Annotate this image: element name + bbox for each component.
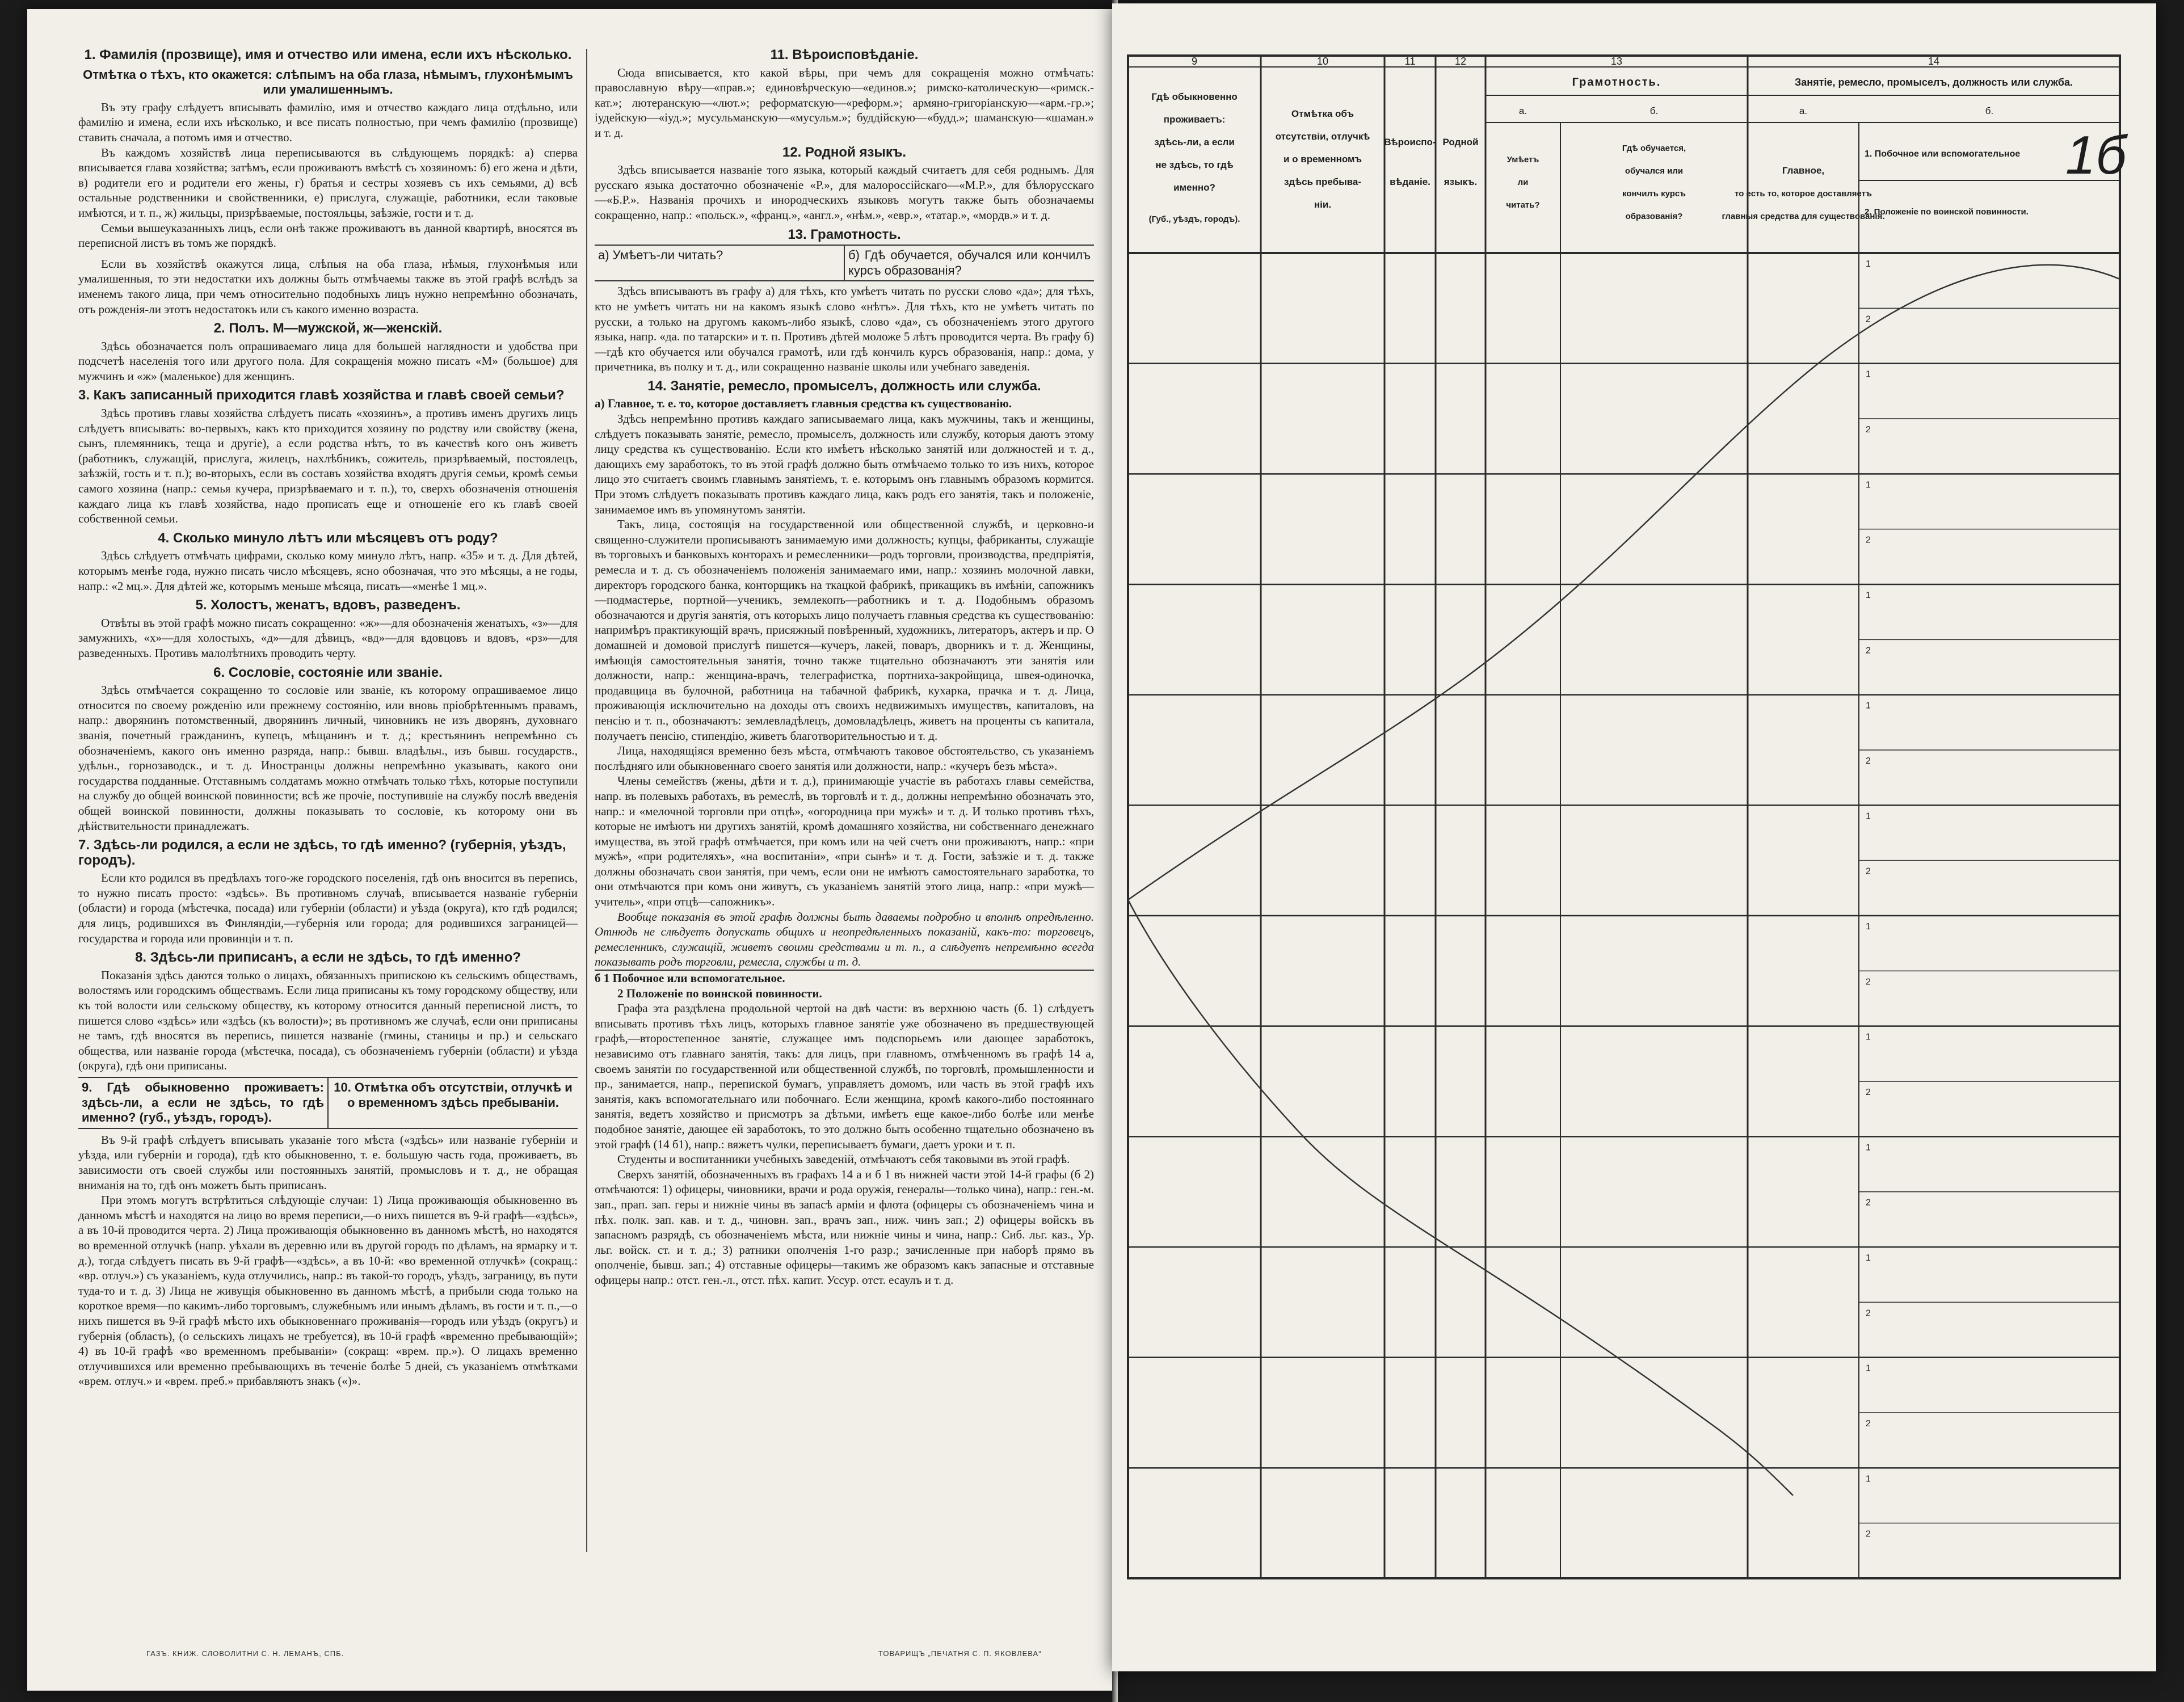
q13b-label: б) Гдѣ обучается, обучался или кончилъ курсъ образованія? [844, 246, 1094, 280]
row-sub-label: 1 [1866, 1253, 1871, 1263]
h11-line: Вѣроиспо- [1384, 137, 1436, 148]
column-divider [586, 49, 587, 1552]
q9-q10-split-heading [78, 1077, 578, 1129]
h10-line: и о временномъ [1283, 154, 1362, 165]
h9-line: не здѣсь, то гдѣ [1155, 159, 1234, 170]
q1-title: 1. Фамилія (прозвище), имя и отчество или имена, если ихъ нѣсколько. [84, 47, 572, 62]
row-sub-label: 2 [1866, 314, 1871, 325]
h13a-letter: а. [1518, 106, 1527, 116]
q1-paragraph: Семьи вышеуказанныхъ лицъ, если онѣ также проживаютъ въ данной квартирѣ, вносятся въ переписной листъ въ томъ же порядкѣ. [78, 221, 578, 250]
printer-imprint-right: ТОВАРИЩЪ „ПЕЧАТНЯ С. П. ЯКОВЛЕВА“ [878, 1649, 1042, 1658]
row-sub-label: 2 [1866, 535, 1871, 545]
h14a-letter: а. [1799, 106, 1808, 116]
h14a-line: главныя средства для существованія. [1722, 212, 1885, 221]
q14-paragraph: Вообще показанія въ этой графѣ должны быть даваемы подробно и вполнѣ опредѣленно. Отнюдь не слѣдуетъ допускать общихъ и неопредѣленныхъ показаній, какъ-то: торговецъ, ремесленникъ, служащій, живетъ своими средствами и т. п., а слѣдуетъ непремѣнно всегда показывать родъ торговли, ремесла, службы и т. д. [595, 909, 1094, 969]
q2-title: 2. Полъ. М—мужской, ж—женскій. [213, 321, 443, 336]
q13-paragraph: Здѣсь вписываютъ въ графу а) для тѣхъ, кто умѣетъ читать по русски слово «да»; для тѣхъ, кто не умѣетъ читать ни на какомъ языкѣ слово «нѣтъ». Для тѣхъ, кто не умѣетъ читать по русски, а только на другомъ какомъ-либо языкѣ, слово «да», съ обозначеніемъ этого другого языка, напр. «да. по татарски» и т. п. Противъ дѣтей моложе 5 лѣтъ проводится черта. Въ графу б)—гдѣ кто обучается или обучался грамотѣ, или гдѣ кончилъ курсъ образованія, напр.: дома, у причетника, въ полку и т. д., или сокращенно названіе школы или учебнаго заведенія. [595, 284, 1094, 374]
q14-title: 14. Занятіе, ремесло, промыселъ, должность или служба. [647, 378, 1041, 394]
q12-paragraph: Здѣсь вписывается названіе того языка, который каждый считаетъ для себя роднымъ. Для русскаго языка достаточно обозначеніе «Р.», для малороссійскаго—«М.Р.», для бѣлорусскаго—«Б.Р.». Названія прочихъ и инородческихъ языковъ могутъ также быть обозначаемы сокращенно, напр.: «польск.», «франц.», «англ.», «нѣм.», «евр.», «татар.», «мордв.» и т. д. [595, 163, 1094, 222]
q4-title: 4. Сколько минуло лѣтъ или мѣсяцевъ отъ роду? [158, 530, 498, 546]
q13-title: 13. Грамотность. [788, 226, 901, 242]
q4-paragraph: Здѣсь слѣдуетъ отмѣчать цифрами, сколько кому минуло лѣтъ, напр. «35» и т. д. Для дѣтей, которымъ менѣе года, нужно писать число мѣсяцевъ, ясно обозначая, что это мѣсяцы, а не годы, напр.: «2 мц.». Для дѣтей же, которымъ меньше мѣсяца, писать—«менѣе 1 мц.». [78, 549, 578, 593]
q14-paragraph: Здѣсь непремѣнно противъ каждаго записываемаго лица, какъ мужчины, такъ и женщины, слѣдуетъ показывать занятіе, ремесло, промыселъ, должность или службу, которыя даютъ этому лицу средства къ существованію. Если кто имѣетъ нѣсколько занятій или должностей и т. д., дающихъ ему заработокъ, то въ этой графѣ должно быть отмѣчаемо только то изъ нихъ, которое лицо это считаетъ своимъ главнымъ занятіемъ, т. е. которымъ онъ главнымъ образомъ кормится. При этомъ слѣдуетъ показывать противъ каждаго лица, какъ родъ его занятія, такъ и положеніе, занимаемое имъ въ упомянутомъ занятіи. [595, 412, 1094, 516]
row-sub-label: 1 [1866, 1032, 1871, 1042]
q2-paragraph: Здѣсь обозначается полъ опрашиваемаго лица для большей наглядности и удобства при подсчетѣ населенія того или другого пола. Для сокращенія можно писать «М» (большое) для мужчинъ и «ж» (маленькое) для женщинъ. [78, 339, 578, 383]
q7-paragraph: Если кто родился въ предѣлахъ того-же городского поселенія, гдѣ онъ вносится въ перепись, то нужно писать просто: «здѣсь». Въ противномъ случаѣ, вписывается названіе губерніи (области) и города (мѣстечка, посада) или губерніи (области) и уѣзда (округа), кто гдѣ родился; для лицъ, родившихся въ Финляндіи,—губернія или города; для родившихся заграницей—государства и города или провинціи и т. п. [78, 871, 578, 945]
h13b-line: образованія? [1625, 212, 1683, 221]
h13b-letter: б. [1649, 106, 1659, 116]
row-sub-label: 2 [1866, 1419, 1871, 1429]
q12-title: 12. Родной языкъ. [782, 144, 907, 160]
q11-paragraph: Сюда вписывается, кто какой вѣры, при чемъ для сокращенія можно отмѣчать: православную вѣру—«прав.»; единовѣрческую—«единов.»; римско-католическую—«римск.-кат.»; лютеранскую—«лют.»; реформатскую—«реформ.»; армяно-григоріанскую—«арм.-гр.»; іудейскую—«іуд.»; мусульманскую—«мусульм.»; буддійскую—«будд.»; шаманскую—«шаман.» и т. д. [595, 65, 1094, 140]
row-sub-label: 2 [1866, 977, 1871, 987]
row-sub-label: 1 [1866, 480, 1871, 490]
q3-title: 3. Какъ записанный приходится главѣ хозяйства и главѣ своей семьи? [78, 387, 565, 403]
q1-paragraph: Если въ хозяйствѣ окажутся лица, слѣпыя на оба глаза, нѣмыя, глухонѣмыя или умалишенныя, то эти недостатки ихъ должны быть отмѣчаемы также въ этой графѣ вслѣдъ за именемъ такого лица, при чемъ относительно подобныхъ лицъ нужно непремѣнно обозначать, отъ рожденія-ли этотъ недостатокъ или съ какого именно возраста. [78, 256, 578, 316]
q13-split-heading [595, 245, 1094, 281]
h14b-letter: б. [1985, 106, 1994, 116]
table-rows [1128, 308, 2120, 1523]
row-sub-label: 2 [1866, 1088, 1871, 1097]
q14b1-label: б 1 Побочное или вспомогательное. [595, 970, 1094, 986]
h13a-line: ли [1517, 178, 1529, 187]
pen-curve-lower [1128, 900, 1793, 1495]
h13-title: Грамотность. [1572, 76, 1661, 89]
row-sub-label: 1 [1866, 1363, 1871, 1374]
h10-line: здѣсь пребыва- [1284, 176, 1362, 187]
q5-paragraph: Отвѣты въ этой графѣ можно писать сокращенно: «ж»—для обозначенія женатыхъ, «з»—для замужнихъ, «х»—для холостыхъ, «д»—для дѣвицъ, «вд»—для вдовцовъ и вдовъ, «рз»—для разведенныхъ. Противъ малолѣтнихъ проводить черту. [78, 616, 578, 660]
q9-paragraph: Въ 9-й графѣ слѣдуетъ вписывать указаніе того мѣста («здѣсь» или названіе губерніи и уѣзда, или губерніи и города), гдѣ кто обыкновенно, т. е. большую часть года, проживаетъ, въ зависимости отъ своей службы или постоянныхъ занятій, промысловъ и т. д., не обращая вниманія на то, гдѣ онъ можетъ быть приписанъ. [78, 1132, 578, 1192]
row-sub-label: 2 [1866, 425, 1871, 435]
table-frame [1128, 56, 2120, 1578]
h13b-line: Гдѣ обучается, [1622, 144, 1686, 153]
col-number-10: 10 [1316, 56, 1329, 67]
handwritten-sheet-number: 1б [2065, 125, 2127, 186]
col-number-11: 11 [1404, 56, 1416, 67]
row-sub-labels [1866, 259, 1871, 1539]
col-number-12: 12 [1454, 56, 1467, 67]
q13a-label: а) Умѣетъ-ли читать? [598, 248, 723, 263]
h13a-line: читать? [1506, 200, 1540, 210]
col-number-13: 13 [1610, 56, 1623, 67]
q7-title: 7. Здѣсь-ли родился, а если не здѣсь, то гдѣ именно? (губернія, уѣздъ, городъ). [78, 837, 566, 868]
instruction-column-right [595, 43, 1094, 1575]
col-number-9: 9 [1191, 56, 1198, 67]
q14-paragraph: Графа эта раздѣлена продольной чертой на двѣ части: въ верхнюю часть (б. 1) слѣдуетъ вписывать противъ тѣхъ лицъ, которыхъ главное занятіе уже обозначено въ предшествующей графѣ,—второстепенное занятіе, служащее имъ подспорьемъ или дающее заработокъ, независимо отъ главнаго занятія, такъ: для лицъ, при главномъ, отмѣченномъ въ графѣ 14 а, своемъ занятіи по государственной или общественной службѣ, по торговлѣ, промышленности и пр., занимается, напр., перепиской бумагъ, управляетъ домомъ, или часть въ этой графѣ ихъ занятія, какъ вспомогательнаго или побочнаго. Если женщина, кромѣ какого-либо постояннаго занятія, ведетъ хозяйство и присмотръ за дѣтьми, имѣетъ еще какое-либо болѣе или менѣе подобное занятіе, дающее ей заработокъ, то это должно быть особенно тщательно обозначено въ этой графѣ (14 б1), напр.: вяжетъ чулки, переписываетъ бумаги, даетъ уроки и т. п. [595, 1001, 1094, 1151]
q1-paragraph: Въ каждомъ хозяйствѣ лица переписываются въ слѣдующемъ порядкѣ: а) сперва вписывается глава хозяйства; затѣмъ, если проживаютъ вмѣстѣ съ хозяиномъ: б) его жена и дѣти, в) родители его и родители его жены, г) братья и сестры хозяевъ съ ихъ семьями, д) всѣ остальные родственники и свойственники, е) прислуга, служащіе, работники, если таковые имѣются, и т. п., ж) жильцы, призрѣваемые, постояльцы, заѣзжіе, гости и т. д. [78, 145, 578, 220]
h12-line: языкъ. [1444, 176, 1478, 187]
row-sub-label: 2 [1866, 866, 1871, 877]
h10-line: Отмѣтка объ [1291, 108, 1354, 119]
h12-line: Родной [1442, 137, 1479, 148]
row-sub-label: 2 [1866, 1529, 1871, 1539]
q5-title: 5. Холостъ, женатъ, вдовъ, разведенъ. [195, 597, 461, 613]
q6-title: 6. Сословіе, состояніе или званіе. [213, 664, 443, 680]
row-sub-label: 1 [1866, 1143, 1871, 1153]
row-sub-label: 2 [1866, 1198, 1871, 1208]
printer-imprint-left: ГАЗЪ. КНИЖ. СЛОВОЛИТНИ С. Н. ЛЕМАНЪ, СПБ. [146, 1649, 344, 1658]
left-instruction-page [27, 9, 1116, 1691]
q14a-label: а) Главное, т. е. то, которое доставляетъ главныя средства къ существованію. [595, 397, 1012, 411]
q14-paragraph: Такъ, лица, состоящія на государственной или общественной службѣ, и церковно-и священно-служители прописываютъ занимаемую ими должность; купцы, фабриканты, служащіе въ торговыхъ и банковыхъ конторахъ и ремесленники—родъ торговли, производства, предпріятія, ремесла и т. д. съ обозначеніемъ положенія занимаемаго ими, напр.: хозяинъ молочной лавки, директоръ городского банка, конторщикъ на ткацкой фабрикѣ, прикащикъ въ имѣніи, сапожникъ—подмастерье, портной—ученикъ, землекопъ—работникъ и т. д. Подобнымъ образомъ обозначаются и другія занятія, отъ которыхъ лицо получаетъ главныя средства къ существованію: напримѣръ практикующій врачъ, присяжный повѣренный, художникъ, литераторъ, актеръ и пр. О домашней и домовой прислугѣ пишется—кучеръ, лакей, поваръ, дворникъ и т. д. Женщины, имѣющія самостоятельныя занятія, точно также тщательно обозначаютъ эти занятія или должности, напр.: женщина-врачъ, телеграфистка, портниха-закройщица, швея-одиночка, продавщица въ булочной, работница на табачной фабрикѣ, кухарка, прачка и т. д. Лица, проживающія исключительно на доходы отъ своихъ недвижимыхъ имуществъ, капиталовъ, на пенсію и т. п., обозначаютъ: землевладѣлецъ, домовладѣлецъ, живетъ на проценты съ капитала, получаетъ пенсію, стипендію, живетъ благотворительностью и т. д. [595, 517, 1094, 743]
q6-paragraph: Здѣсь отмѣчается сокращенно то сословіе или званіе, къ которому опрашиваемое лицо относится по своему рожденію или прежнему состоянію, или вновь пріобрѣтеннымъ правамъ, напр.: дворянинъ потомственный, дворянинъ личный, чиновникъ не изъ дворянъ, духовнаго званія, почетный гражданинъ, купецъ, мѣщанинъ и т. д.; крестьянинъ непремѣнно съ обозначеніемъ, какого онъ именно разряда, напр.: бывш. владѣльч., изъ бывш. государств., удѣльн., горнозаводск., и т. д. Иностранцы должны непремѣнно указывать, какого они государства подданные. Отставнымъ солдатамъ можно отмѣчать только тѣхъ, которые поступили на службу до общей воинской повинности; всѣ же прочіе, поступившіе на службу послѣ введенія общей воинской повинности, должны показывать то сословіе, къ которому они въ дѣйствительности принадлежатъ. [78, 683, 578, 833]
h14a-line: то есть то, которое доставляетъ [1735, 189, 1872, 199]
row-sub-label: 1 [1866, 701, 1871, 711]
row-sub-label: 1 [1866, 259, 1871, 269]
h9-line: здѣсь-ли, а если [1154, 137, 1235, 148]
q14-paragraph: Члены семействъ (жены, дѣти и т. д.), принимающіе участіе въ работахъ главы семейства, напр. въ полевыхъ работахъ, въ ремеслѣ, въ торговлѣ и т. д., должны непремѣнно обозначать это, напр.: и «мелочной торговли при отцѣ», «огородница при мужѣ» и т. д. И только противъ тѣхъ, которые не имѣютъ ни другихъ занятій, кромѣ домашняго хозяйства, ни собственнаго денежнаго имущества, въ этой графѣ отмѣчается, при комъ или на чей счетъ они проживаютъ, напр.: «при мужѣ», «при родителяхъ», «на воспитаніи», «при сынѣ» и т. д. Гости, заѣзжіе и т. д. также должны обозначать свои занятія, при чемъ, если они не имѣютъ самостоятельнаго заработка, то они отмѣчаются при комъ они живутъ, съ указаніемъ занятій этого лица, напр.: «при мужѣ—учитель», «при отцѣ—сапожникъ». [595, 774, 1094, 909]
right-census-table-page [1112, 3, 2156, 1671]
h11-line: вѣданіе. [1390, 176, 1430, 187]
q8-paragraph: Показанія здѣсь даются только о лицахъ, обязанныхъ припискою къ сельскимъ обществамъ, волостямъ или городскимъ обществамъ. Если лица приписаны къ тому городскому обществу, или къ той волости или сельскому обществу, къ которому относится данный переписной листъ, то пишется слово «здѣсь» или «здѣсь (къ волости)»; въ противномъ же случаѣ, если они приписаны не тамъ, гдѣ вносятся въ перепись, пишется названіе (гмины, станицы и пр.) и сельскаго общества, или названіе города (мѣстечка, посада), съ обозначеніемъ губерніи (области) и уѣзда (округа), гдѣ они приписаны. [78, 968, 578, 1073]
q9-title: 9. Гдѣ обыкновенно проживаетъ: здѣсь-ли, а если не здѣсь, то гдѣ именно? (губ., уѣздъ, городъ). [82, 1080, 324, 1125]
stray-pen-marks [1128, 265, 2120, 1495]
h10-line: ніи. [1314, 199, 1332, 210]
h14b1-label: 1. Побочное или вспомогательное [1865, 149, 2021, 159]
row-sub-label: 1 [1866, 369, 1871, 380]
q1-subtitle: Отмѣтка о тѣхъ, кто окажется: слѣпымъ на оба глаза, нѣмымъ, глухонѣмымъ или умалишеннымъ. [83, 67, 573, 97]
q14-paragraph: Лица, находящіяся временно безъ мѣста, отмѣчаютъ таковое обстоятельство, съ указаніемъ послѣдняго или обыкновеннаго своего занятія или должности, напр.: «кучеръ безъ мѣста». [595, 744, 1094, 773]
h14-title: Занятіе, ремесло, промыселъ, должность или служба. [1794, 77, 2073, 88]
census-table [1112, 3, 2156, 1671]
q9-paragraph: При этомъ могутъ встрѣтиться слѣдующіе случаи: 1) Лица проживающія обыкновенно въ данномъ мѣстѣ и находятся на лицо во время переписи,—о нихъ пишется въ 9-й графѣ—«здѣсь», а въ 10-й проводится черта. 2) Лица проживающія обыкновенно въ данномъ мѣстѣ, но находятся во временной отлучкѣ (напр. уѣхали въ деревню или въ другой городъ по дѣламъ, на ярмарку и т. д.), тогда слѣдуетъ писать въ 9-й графѣ—«здѣсь», а въ 10-й: «во временной отлучкѣ» (сокращ.: «вр. отлуч.») съ указаніемъ, куда отлучились, напр.: въ такой-то городъ, уѣздъ, заграницу, въ пути туда-то и т. д. 3) Лица не живущія обыкновенно въ данномъ мѣстѣ, а прибыли сюда только на короткое время—по какимъ-либо торговымъ, служебнымъ или инымъ дѣламъ, въ гости и т. п.,—о нихъ пишется въ 9-й графѣ мѣсто ихъ обыкновеннаго проживанія—городъ или уѣздъ (округъ) и губернія (область), (о сельскихъ лицахъ не требуется), въ 10-й графѣ «временно пребывающій»; 4) въ 10-й графѣ «во временномъ пребываніи» (сокращ: «врем. пр.»). О лицахъ временно отлучившихся или временно пребывающихъ въ теченіе болѣе 5 дней, съ указаніемъ отмѣтками «врем. отлуч.» и «врем. преб.» прибавляютъ знакъ («)». [78, 1193, 578, 1388]
q14-paragraph: Студенты и воспитанники учебныхъ заведеній, отмѣчаютъ себя таковыми въ этой графѣ. [617, 1152, 1070, 1166]
row-sub-label: 1 [1866, 922, 1871, 932]
row-sub-label: 1 [1866, 1474, 1871, 1484]
h13b-line: кончилъ курсъ [1622, 189, 1686, 199]
h14a-line: Главное, [1782, 165, 1825, 176]
q14-paragraph: Сверхъ занятій, обозначенныхъ въ графахъ 14 а и б 1 въ нижней части этой 14-й графы (б 2) отмѣчаются: 1) офицеры, чиновники, врачи и рода оружія, генералы—только чина), напр.: ген.-м. зап., прап. зап. геры и нижніе чины въ запасѣ арміи и флота (офицеры съ обозначеніемъ чина и пѣх. полк. зап. кав. и т. д., чиновн. зап., врачъ зап., ниж. чинъ зап.; 2) офицеры войскъ въ запасномъ разрядѣ, съ обозначеніемъ мѣста, или нижніе чины и чина, напр.: Сиб. льг. каз., Ур. льг. войск. ст. и т. д.; 3) ратники ополченія 1-го разр.; зачисленные при наборѣ прямо въ ополченіе, бывш. зап.; 4) отставные офицеры—такимъ же образомъ какъ запасные и отставные офицеры напр.: отст. ген.-л., отст. пѣх. капит. Уссур. отст. есаулъ и т. д. [595, 1167, 1094, 1287]
h13a-line: Умѣетъ [1507, 155, 1539, 165]
q3-paragraph: Здѣсь противъ главы хозяйства слѣдуетъ писать «хозяинъ», а противъ именъ другихъ лицъ слѣдуетъ вписывать: во-первыхъ, какъ кто приходится хозяину по родству или свойству (жена, сынъ, племянникъ, теща и другіе), а если родства нѣтъ, то въ качествѣ кого онъ живетъ (работникъ, служащій, прислуга, жилецъ, нахлѣбникъ, сожитель, призрѣваемый, постоялецъ, заѣзжій, гость и т. п.); во-вторыхъ, если въ составъ хозяйства входятъ другія семьи, кромѣ семьи самого хозяина (напр.: семья кучера, призрѣваемаго и т. п.), то, сверхъ обозначенія отношенія каждаго лица къ главѣ хозяйства, надо прописать еще и отношеніе его къ главѣ своей собственной семьи. [78, 406, 578, 526]
row-sub-label: 1 [1866, 811, 1871, 821]
h13b-line: обучался или [1625, 166, 1684, 176]
h9-line: проживаетъ: [1163, 114, 1226, 125]
h9-line: (Губ., уѣздъ, городъ). [1148, 214, 1240, 224]
row-sub-label: 2 [1866, 756, 1871, 766]
q10-title: 10. Отмѣтка объ отсутствіи, отлучкѣ и о временномъ здѣсь пребываніи. [327, 1078, 578, 1128]
row-sub-label: 1 [1866, 591, 1871, 600]
col-number-14: 14 [1928, 56, 1940, 67]
row-sub-label: 2 [1866, 646, 1871, 656]
h14b2-label: 2. Положеніе по воинской повинности. [1865, 207, 2029, 217]
h9-line: именно? [1173, 182, 1215, 193]
row-sub-label: 2 [1866, 1308, 1871, 1318]
h9-line: Гдѣ обыкновенно [1151, 91, 1238, 102]
h10-line: отсутствіи, отлучкѣ [1275, 131, 1370, 142]
q14b2-label: 2 Положеніе по воинской повинности. [617, 986, 822, 1000]
q1-paragraph: Въ эту графу слѣдуетъ вписывать фамилію, имя и отчество каждаго лица отдѣльно, или фамилію и имена, если ихъ нѣсколько, и все писать полностью, при чемъ фамилію (прозвище) ставить сначала, а потомъ имя и отчество. [78, 100, 578, 144]
q8-title: 8. Здѣсь-ли приписанъ, а если не здѣсь, то гдѣ именно? [135, 950, 521, 966]
q11-title: 11. Вѣроисповѣданіе. [770, 47, 919, 62]
instruction-column-left [78, 43, 578, 1575]
